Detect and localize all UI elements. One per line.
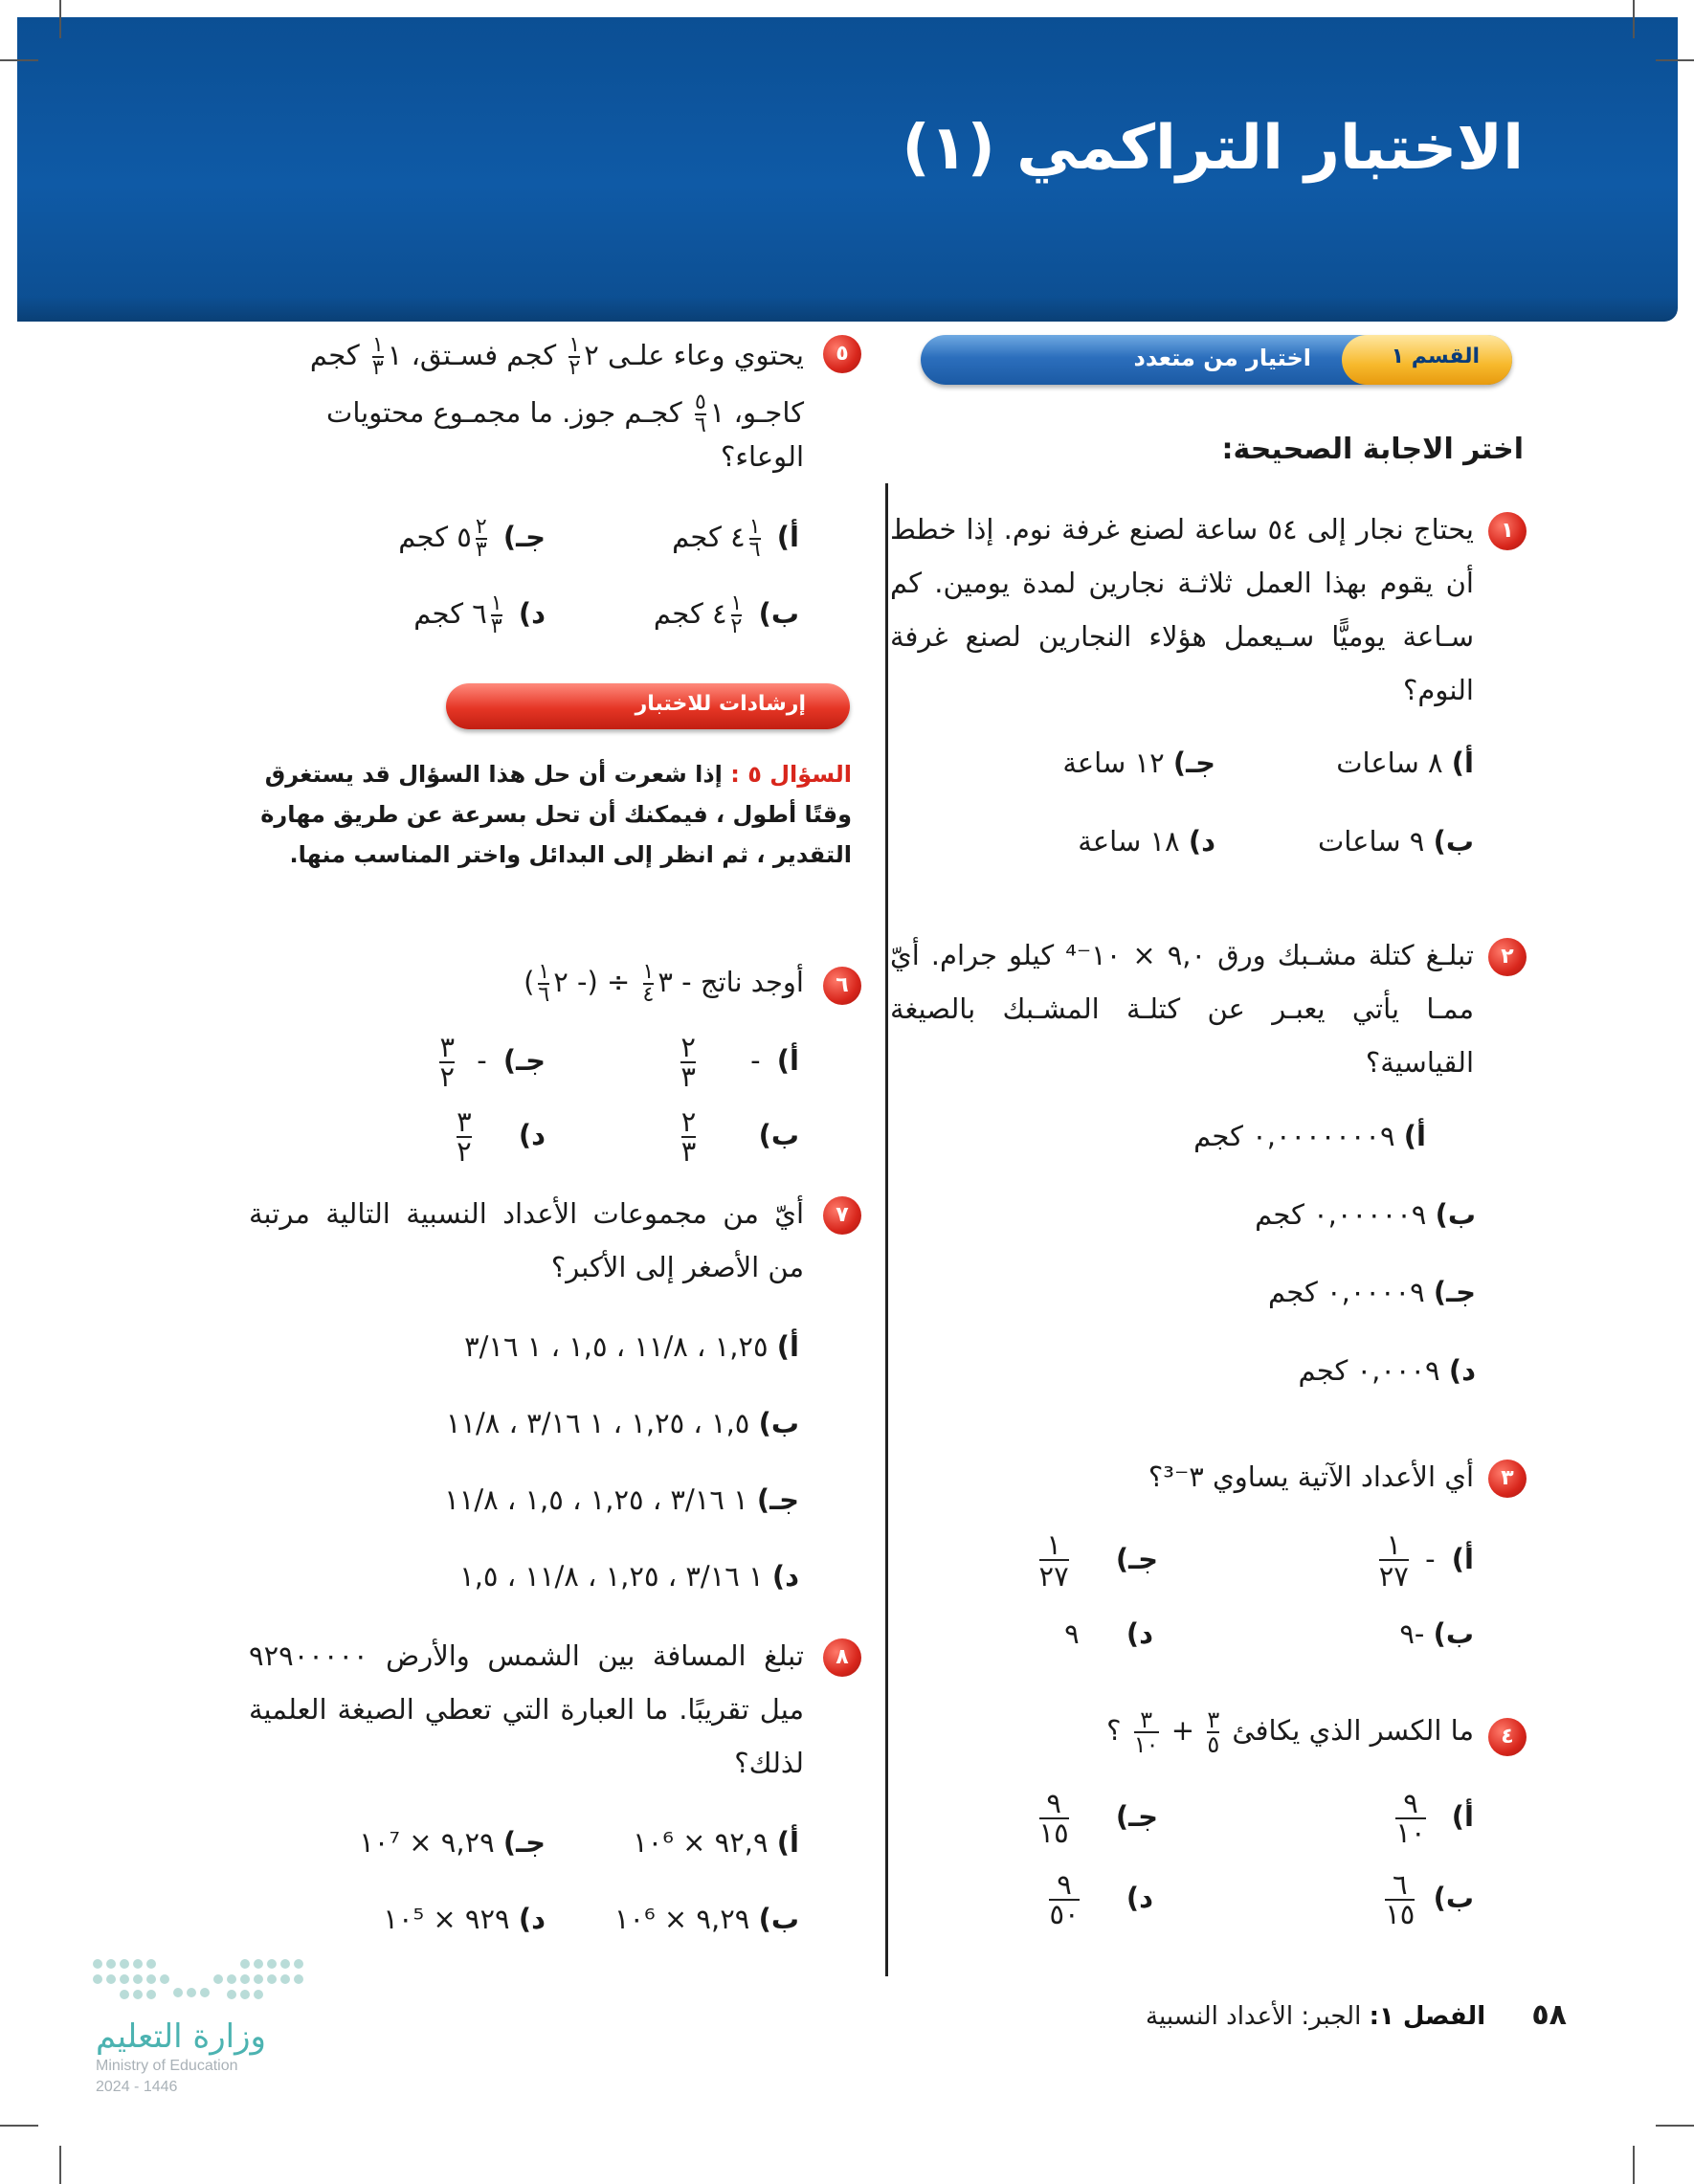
q5-option-b[interactable] [654, 593, 799, 637]
option-text: ١ ٣/١٦ ، ١,٢٥ ، ١١/٨ ، ١,٥ [459, 1560, 764, 1593]
unit: كجم [398, 521, 449, 553]
option-text: ٩,٢٩ × ١٠⁷ [359, 1826, 495, 1859]
q5-option-d[interactable] [413, 593, 546, 637]
mixed-whole: ٦ [472, 597, 487, 630]
q8-option-d[interactable] [383, 1903, 546, 1935]
option-letter: جـ) [1115, 1543, 1158, 1575]
q4-option-a[interactable] [1395, 1787, 1474, 1849]
test-tips-banner [446, 683, 850, 729]
ministry-logo-icon [88, 1954, 337, 2012]
option-fraction [680, 1105, 697, 1168]
fraction-denominator: ١٠ [1133, 1731, 1159, 1758]
fraction-numerator: ٩ [1057, 1868, 1072, 1901]
q2-option-a[interactable] [1193, 1120, 1426, 1152]
q1-option-d[interactable] [1078, 825, 1215, 858]
q5-option-c[interactable] [398, 517, 546, 561]
q4-option-c[interactable] [1038, 1787, 1158, 1849]
option-letter: د) [518, 597, 546, 630]
fraction-numerator: ٥ [694, 390, 706, 414]
option-letter: ب) [758, 1407, 799, 1439]
plus-sign: + [1170, 1714, 1195, 1747]
option-fraction [1385, 1868, 1415, 1930]
fraction-denominator: ١٥ [1385, 1898, 1415, 1930]
q7-option-b[interactable] [446, 1407, 799, 1439]
q3-option-b[interactable] [1399, 1617, 1474, 1650]
q1-option-a[interactable] [1336, 747, 1474, 779]
option-text: ٠,٠٠٠٩ كجم [1298, 1354, 1440, 1387]
section-tab [1342, 335, 1512, 385]
option-text: ٩٢,٩ × ١٠⁶ [633, 1826, 769, 1859]
test-tips-box [239, 754, 852, 875]
unit: كجم [672, 521, 722, 553]
option-fraction [439, 1031, 456, 1093]
fraction-denominator: ٢٧ [1378, 1560, 1409, 1593]
page-title: الاختبار التراكمي (١) [902, 113, 1524, 184]
option-letter: أ) [776, 1330, 799, 1363]
test-tips-title: إرشادات للاختبار [635, 692, 806, 716]
page-number: ٥٨ [1531, 1998, 1567, 2032]
mixed-whole: ١ [709, 396, 725, 429]
option-fraction [457, 1105, 472, 1168]
option-fraction [1395, 1787, 1426, 1849]
fraction-denominator: ٢٧ [1038, 1560, 1069, 1593]
question-number-2: ٢ [1488, 938, 1527, 976]
option-letter: ب) [758, 597, 799, 630]
fraction-denominator: ١٥ [1038, 1816, 1069, 1849]
q2-option-d[interactable] [1298, 1354, 1476, 1387]
fraction-denominator: ٢ [568, 356, 581, 380]
question-text: ؟ [1106, 1714, 1122, 1747]
fraction [538, 962, 549, 1006]
question-3-text: أي الأعداد الآتية يساوي ٣⁻³؟ [1148, 1460, 1474, 1493]
q5-option-a[interactable] [672, 517, 799, 561]
option-letter: د) [1448, 1354, 1476, 1387]
ministry-name-english: Ministry of Education [96, 2058, 238, 2074]
option-text: ١ ٣/١٦ ، ١,٢٥ ، ١,٥ ، ١١/٨ [444, 1483, 748, 1516]
question-number-8: ٨ [823, 1638, 861, 1677]
section-title: اختيار من متعدد [1133, 345, 1311, 371]
expression: ) [524, 966, 535, 998]
q6-option-b[interactable] [680, 1105, 799, 1168]
section-tab-label: القسم ١ [1391, 345, 1480, 368]
chapter-title: الجبر: الأعداد النسبية [1146, 2002, 1362, 2031]
crop-mark [59, 0, 61, 38]
edition-year: 2024 - 1446 [96, 2079, 178, 2095]
fraction-numerator: ٣ [457, 1105, 472, 1138]
question-text: أوجد ناتج [700, 966, 804, 998]
option-letter: جـ) [502, 521, 546, 553]
fraction-denominator: ٣ [490, 614, 502, 638]
fraction-numerator: ١ [371, 333, 384, 357]
option-letter: ب) [1433, 1617, 1474, 1650]
option-letter: أ) [1451, 747, 1474, 779]
option-letter: أ) [776, 1826, 799, 1859]
crop-mark [59, 2146, 61, 2184]
instruction: اختر الاجابة الصحيحة: [1221, 433, 1524, 466]
question-7-text: أيّ من مجموعات الأعداد النسبية التالية مرتبة من الأصغر إلى الأكبر؟ [249, 1197, 804, 1283]
option-sign: - [750, 1044, 761, 1077]
question-5-line-1 [310, 335, 804, 379]
fraction-numerator: ٢ [680, 1031, 696, 1063]
fraction [372, 335, 384, 379]
q2-option-b[interactable] [1255, 1198, 1476, 1231]
option-text: ١٨ ساعة [1078, 825, 1180, 858]
fraction-denominator: ٢ [730, 614, 743, 638]
fraction-denominator: ٣ [475, 538, 487, 562]
question-number-7: ٧ [823, 1196, 861, 1235]
crop-mark [0, 59, 38, 61]
crop-mark [1633, 2146, 1635, 2184]
crop-mark [1656, 2125, 1694, 2127]
option-fraction [1378, 1528, 1409, 1593]
question-8-text: تبلغ المسافة بين الشمس والأرض ٩٢٩٠٠٠٠٠ ميل تقريبًا. ما العبارة التي تعطي الصيغة العلمية لذلك؟ [249, 1639, 804, 1779]
option-letter: جـ) [1433, 1276, 1476, 1308]
option-letter: أ) [1403, 1120, 1426, 1152]
q6-option-d[interactable] [457, 1105, 546, 1168]
fraction-numerator: ٣ [1140, 1706, 1153, 1733]
fraction-numerator: ١ [490, 591, 502, 615]
fraction-numerator: ١ [748, 515, 761, 539]
option-letter: د) [518, 1119, 546, 1151]
unit: كجم [653, 597, 703, 630]
fraction-denominator: ٥٠ [1049, 1898, 1080, 1930]
fraction [695, 392, 706, 436]
question-text: كجـم جوز. ما مجمـوع محتويات [326, 396, 682, 429]
fraction-numerator: ٣ [439, 1031, 456, 1063]
question-text: كاجـو، [733, 396, 804, 429]
fraction-denominator: ٥ [1207, 1731, 1220, 1758]
fraction-numerator: ١ [642, 960, 655, 984]
fraction-denominator: ٤ [642, 983, 655, 1007]
fraction-numerator: ٢ [475, 515, 487, 539]
fraction [1207, 1708, 1219, 1756]
fraction-denominator: ٣ [371, 356, 384, 380]
option-text: ٨ ساعات [1336, 747, 1443, 779]
chapter-label: الفصل ١: [1369, 2002, 1486, 2031]
divide-sign: ÷ [607, 966, 631, 998]
fraction [1134, 1708, 1159, 1756]
option-fraction [1038, 1528, 1069, 1593]
option-letter: أ) [1451, 1543, 1474, 1575]
option-letter: د) [1188, 825, 1215, 858]
question-2-text: تبلـغ كتلة مشـبك ورق ٩,٠ × ١٠⁻⁴ كيلو جرام. أيّ ممـا يأتي يعبـر عن كتلـة المشـبك بالصيغة القياسية؟ [890, 939, 1474, 1079]
fraction [568, 335, 580, 379]
fraction-numerator: ٦ [1393, 1868, 1408, 1901]
q8-option-b[interactable] [614, 1903, 799, 1935]
option-letter: أ) [776, 521, 799, 553]
option-letter: ب) [1433, 825, 1474, 858]
q8-option-c[interactable] [359, 1826, 546, 1859]
question-1-text: يحتاج نجار إلى ٥٤ ساعة لصنع غرفة نوم. إذا خطط أن يقوم بهذا العمل ثلاثـة نجارين لمدة يومين. كم سـاعة يوميًّا سـيعمل هؤلاء النجارين لصنع غرفة النوم؟ [890, 513, 1474, 706]
q6-option-a[interactable] [680, 1031, 799, 1093]
question-number-4: ٤ [1488, 1718, 1527, 1756]
option-fraction [749, 517, 761, 561]
expression: - ٣ [658, 966, 692, 998]
column-divider [885, 483, 888, 1976]
fraction-numerator: ١ [1386, 1528, 1402, 1561]
question-number-1: ١ [1488, 512, 1527, 550]
option-letter: جـ) [756, 1483, 799, 1516]
fraction-numerator: ١ [730, 591, 743, 615]
q1-option-b[interactable] [1318, 825, 1474, 858]
q1-option-c[interactable] [1062, 747, 1215, 779]
mixed-whole: ٤ [711, 597, 727, 630]
option-letter: جـ) [502, 1826, 546, 1859]
crop-mark [0, 2125, 38, 2127]
option-fraction [1038, 1787, 1069, 1849]
test-tips-text: إذا شعرت أن حل هذا السؤال قد يستغرق وقتًا أطول ، فيمكنك أن تحل بسرعة عن طريق مهارة التقدير ، ثم انظر إلى البدائل واختر المناسب منها. [260, 761, 852, 868]
option-text: ٩٢٩ × ١٠⁵ [383, 1903, 510, 1935]
fraction-denominator: ٦ [538, 983, 550, 1007]
option-letter: جـ) [1172, 747, 1215, 779]
option-letter: ب) [1433, 1882, 1474, 1914]
option-text: ٠,٠٠٠٠٩ كجم [1267, 1276, 1425, 1308]
fraction-denominator: ٣ [680, 1135, 697, 1168]
option-sign: - [477, 1044, 487, 1077]
question-text: ما الكسر الذي يكافئ [1232, 1714, 1474, 1747]
crop-mark [1633, 0, 1635, 38]
option-letter: د) [771, 1560, 799, 1593]
option-text: ٠,٠٠٠٠٠٩ كجم [1255, 1198, 1427, 1231]
option-fraction [491, 593, 502, 637]
option-letter: أ) [776, 1044, 799, 1077]
question-6-text [524, 962, 804, 1006]
header-shadow [17, 297, 1678, 322]
option-fraction [680, 1031, 696, 1093]
question-4-text [1106, 1708, 1474, 1756]
q8-option-a[interactable] [633, 1826, 799, 1859]
fraction-numerator: ٩ [1046, 1787, 1061, 1819]
q4-option-d[interactable] [1049, 1868, 1153, 1930]
option-letter: جـ) [1115, 1800, 1158, 1833]
option-text: ١,٥ ، ١,٢٥ ، ١ ٣/١٦ ، ١١/٨ [445, 1407, 750, 1439]
fraction-numerator: ٢ [680, 1105, 697, 1138]
option-letter: جـ) [502, 1044, 546, 1077]
q7-option-a[interactable] [464, 1330, 799, 1363]
option-letter: ب) [758, 1119, 799, 1151]
fraction-numerator: ١ [538, 960, 550, 984]
page-footer [1146, 1998, 1567, 2032]
option-letter: د) [1126, 1617, 1153, 1650]
q2-option-c[interactable] [1268, 1276, 1476, 1308]
mixed-whole: ٢ [584, 339, 599, 371]
fraction-denominator: ١٠ [1395, 1816, 1426, 1849]
question-text: كجم [309, 339, 360, 371]
q7-option-c[interactable] [444, 1483, 799, 1516]
fraction-denominator: ٢ [457, 1135, 472, 1168]
fraction-numerator: ١ [1046, 1528, 1061, 1561]
option-letter: د) [1126, 1882, 1153, 1914]
question-5-line-3: الوعاء؟ [720, 440, 804, 473]
q4-option-b[interactable] [1385, 1868, 1474, 1930]
option-letter: ب) [1435, 1198, 1476, 1231]
ministry-name-arabic: وزارة التعليم [96, 2017, 266, 2056]
question-number-6: ٦ [823, 967, 861, 1005]
fraction-numerator: ٩ [1403, 1787, 1418, 1819]
q6-option-c[interactable] [439, 1031, 546, 1093]
q3-option-a[interactable] [1378, 1528, 1474, 1593]
unit: كجم [413, 597, 464, 630]
option-fraction [476, 517, 487, 561]
mixed-whole: ١ [387, 339, 403, 371]
option-text: -٩ [1399, 1617, 1425, 1650]
fraction-numerator: ٣ [1207, 1706, 1220, 1733]
fraction [643, 962, 655, 1006]
test-tips-label: السؤال ٥ : [730, 761, 852, 788]
option-text: ٩,٢٩ × ١٠⁶ [613, 1903, 750, 1935]
mixed-whole: ٤ [730, 521, 746, 553]
option-text: ١,٢٥ ، ١١/٨ ، ١,٥ ، ١ ٣/١٦ [464, 1330, 769, 1363]
option-text: ٩ [1064, 1617, 1080, 1650]
q3-option-d[interactable] [1064, 1617, 1153, 1650]
option-text: ٠,٠٠٠٠٠٠٠٩ كجم [1193, 1120, 1395, 1152]
option-text: ٩ ساعات [1318, 825, 1425, 858]
option-fraction [731, 593, 743, 637]
section-banner [921, 335, 1512, 385]
q3-option-c[interactable] [1038, 1528, 1158, 1593]
fraction-denominator: ٦ [694, 413, 706, 437]
expression: (- ٢ [553, 966, 598, 998]
option-fraction [1049, 1868, 1080, 1930]
question-text: يحتوي وعاء علـى [607, 339, 804, 371]
option-letter: ب) [758, 1903, 799, 1935]
option-letter: د) [518, 1903, 546, 1935]
q7-option-d[interactable] [459, 1560, 799, 1593]
option-text: ١٢ ساعة [1062, 747, 1165, 779]
fraction-numerator: ١ [568, 333, 581, 357]
question-text: كجم فسـتق، [411, 339, 557, 371]
option-sign: - [1425, 1543, 1436, 1575]
question-number-3: ٣ [1488, 1460, 1527, 1498]
mixed-whole: ٥ [457, 521, 472, 553]
fraction-denominator: ٢ [439, 1060, 456, 1093]
question-5-line-2 [326, 392, 804, 436]
crop-mark [1656, 59, 1694, 61]
question-number-5: ٥ [823, 335, 861, 373]
fraction-denominator: ٦ [748, 538, 761, 562]
fraction-denominator: ٣ [680, 1060, 696, 1093]
option-letter: أ) [1451, 1800, 1474, 1833]
